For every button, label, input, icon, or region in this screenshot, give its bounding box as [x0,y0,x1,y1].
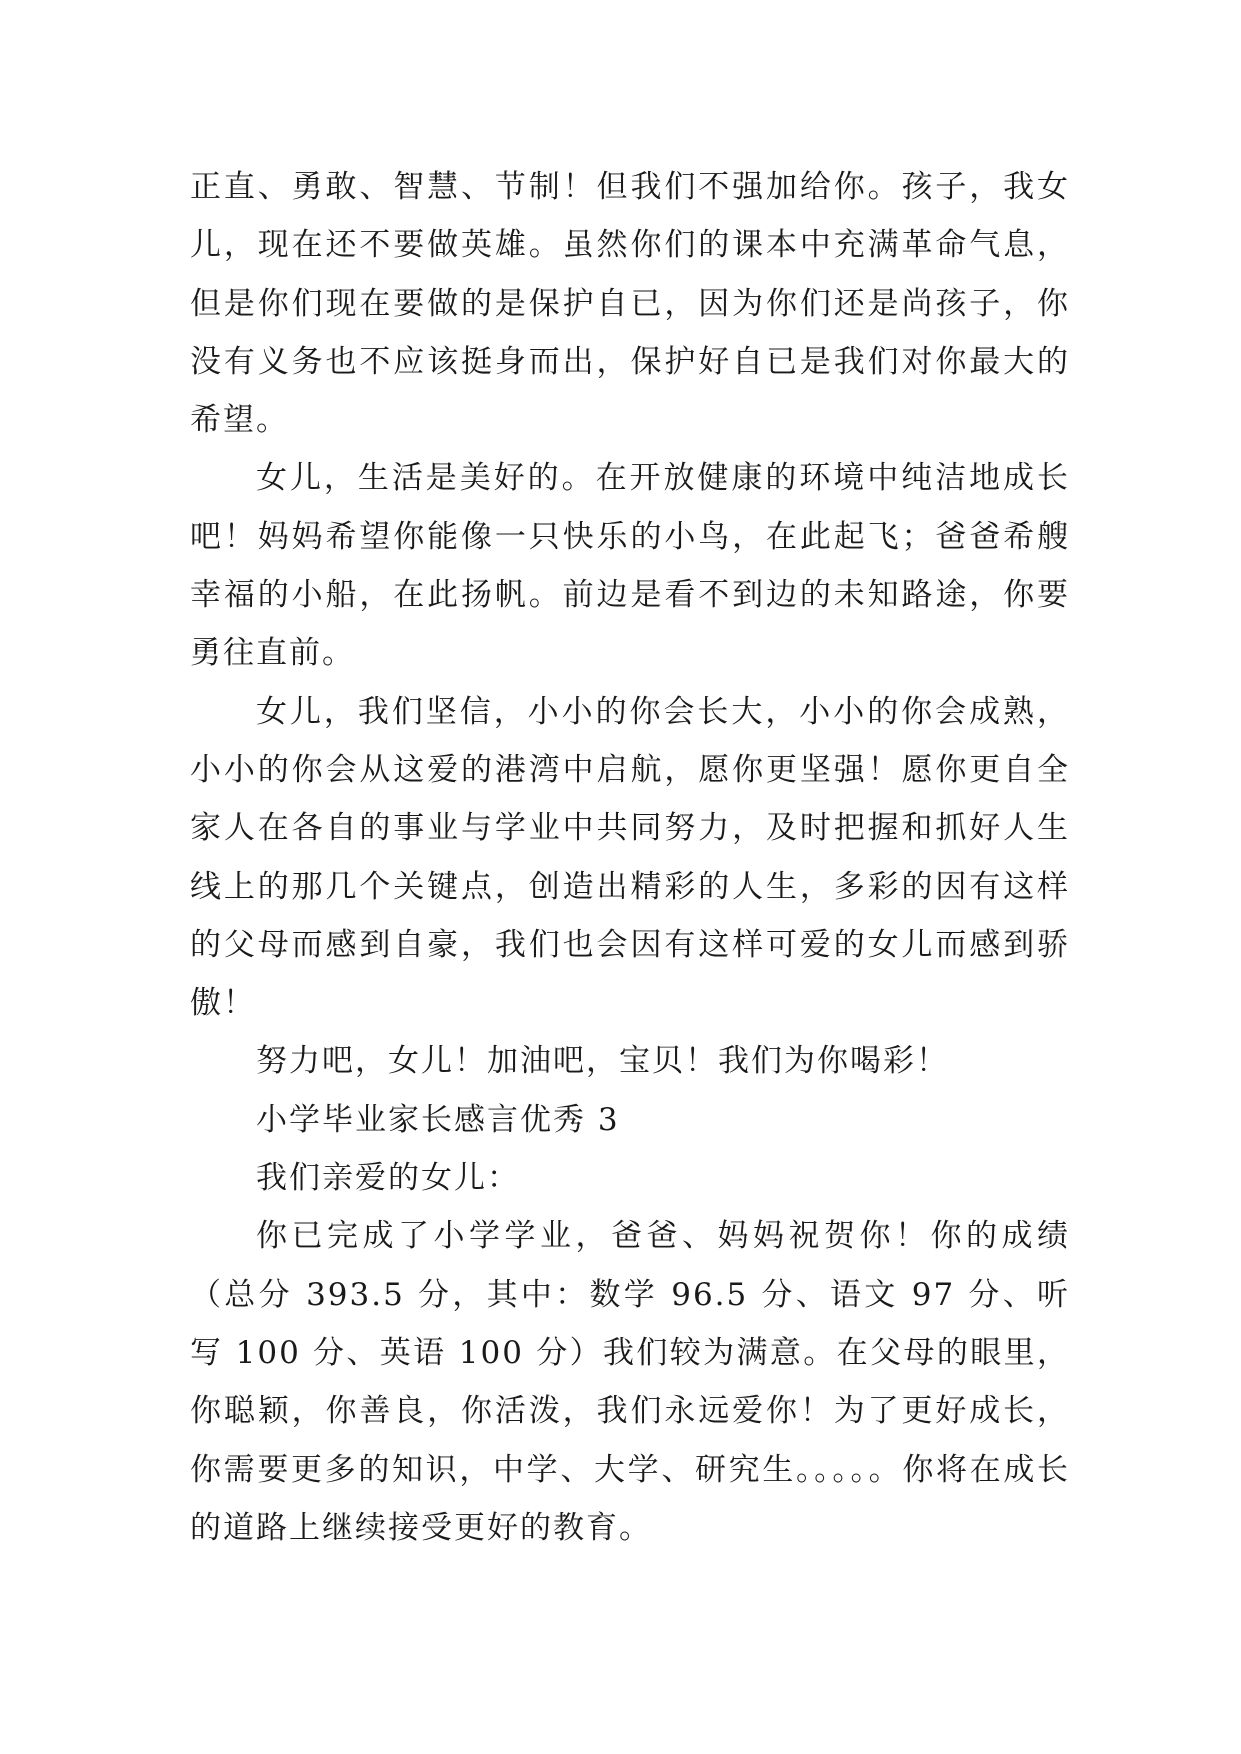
section-heading: 小学毕业家长感言优秀 3 [256,1101,620,1138]
paragraph-grades: 你已完成了小学学业，爸爸、妈妈祝贺你！你的成绩（总分 393.5 分，其中：数学 96.5 分、语文 97 分、听写 100 分、英语 100 分）我们较为满意。在父母的眼里，你聪颖，你善良，你活泼，我们永远爱你！为了更好成长，你需要更多的知识，中学、大学、研究生。。。。。你将在成长的道路上继续接受更好的教育。 [190,1218,1070,1546]
paragraph-we-believe: 女儿，我们坚信，小小的你会长大，小小的你会成熟，小小的你会从这爱的港湾中启航，愿你更坚强！愿你更自全家人在各自的事业与学业中共同努力，及时把握和抓好人生线上的那几个关键点，创造出精彩的人生，多彩的因有这样的父母而感到自豪，我们也会因有这样可爱的女儿而感到骄傲！ [190,693,1070,1022]
paragraph-life-is-good: 女儿，生活是美好的。在开放健康的环境中纯洁地成长吧！妈妈希望你能像一只快乐的小鸟，在此起飞；爸爸希艘幸福的小船，在此扬帆。前边是看不到边的未知路途，你要勇往直前。 [190,460,1070,672]
document-body [190,158,1070,1557]
salutation: 我们亲爱的女儿： [256,1160,520,1197]
paragraph-virtues: 正直、勇敢、智慧、节制！但我们不强加给你。孩子，我女儿，现在还不要做英雄。虽然你们的课本中充满革命气息，但是你们现在要做的是保护自已，因为你们还是尚孩子，你没有义务也不应该挺身而出，保护好自已是我们对你最大的希望。 [190,169,1070,439]
paragraph-cheer: 努力吧，女儿！加油吧，宝贝！我们为你喝彩！ [256,1043,949,1080]
